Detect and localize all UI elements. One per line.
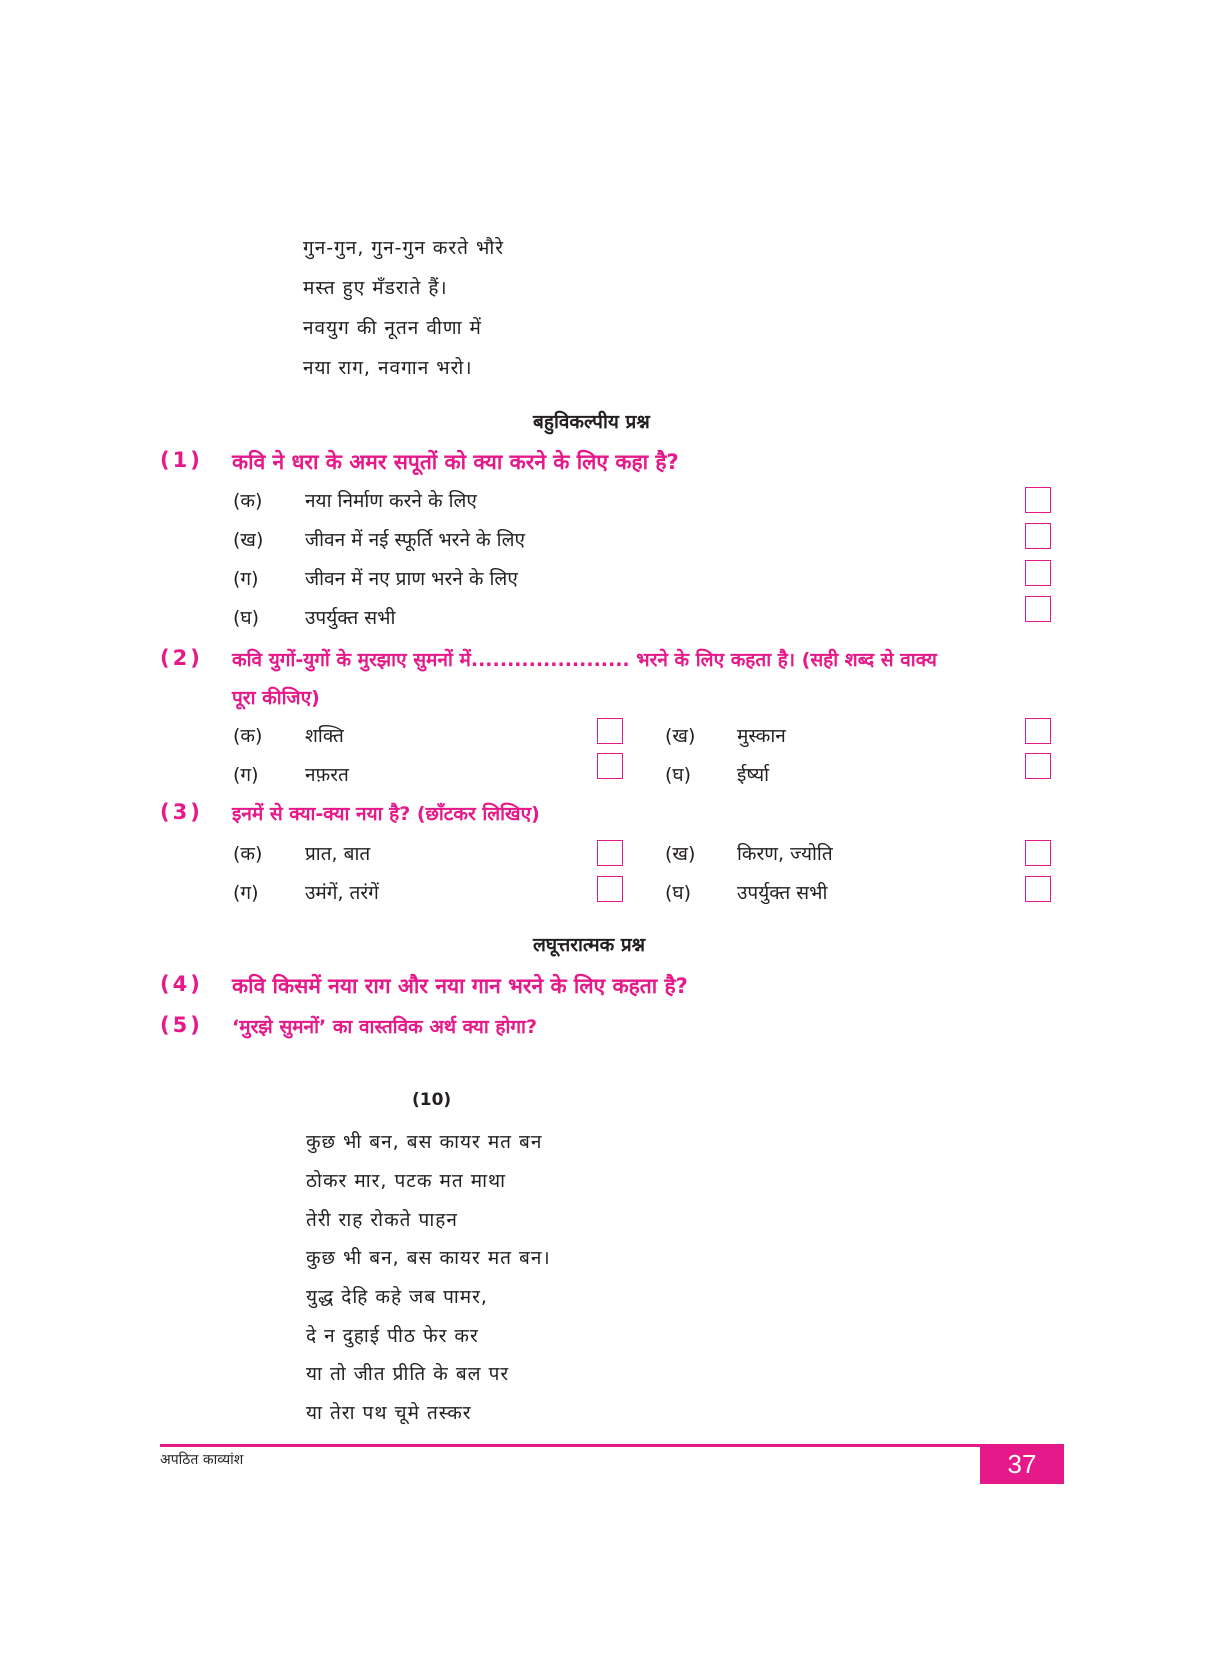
short-answer-section-heading: लघूत्तरात्मक प्रश्न [533,934,646,956]
poem-line: ठोकर मार, पटक मत माथा [306,1170,507,1192]
answer-checkbox[interactable] [1025,596,1051,622]
option-text: जीवन में नई स्फूर्ति भरने के लिए [305,529,525,551]
option-label: (क) [233,843,263,865]
option-label: (घ) [665,764,692,786]
question-number: (1) [160,448,203,472]
option-text: उपर्युक्त सभी [305,607,396,629]
question-number: (5) [160,1013,203,1037]
question-text: ‘मुरझे सुमनों’ का वास्तविक अर्थ क्या होगा? [232,1016,538,1038]
question-text-continued: पूरा कीजिए) [232,687,320,709]
answer-checkbox[interactable] [1025,523,1051,549]
option-text: मुस्कान [737,725,786,747]
answer-checkbox[interactable] [1025,560,1051,586]
answer-checkbox[interactable] [1025,753,1051,779]
question-text: इनमें से क्या-क्या नया है? (छाँटकर लिखिए) [232,803,540,825]
option-text: जीवन में नए प्राण भरने के लिए [305,568,518,590]
option-label: (क) [233,725,263,747]
option-label: (ख) [665,725,696,747]
poem-line: तेरी राह रोकते पाहन [306,1209,458,1231]
answer-checkbox[interactable] [1025,718,1051,744]
answer-checkbox[interactable] [1025,487,1051,513]
option-label: (ख) [665,843,696,865]
footer-rule [160,1444,1064,1447]
option-label: (ग) [233,764,259,786]
question-number: (3) [160,800,203,824]
question-number: (2) [160,646,203,670]
answer-checkbox[interactable] [1025,876,1051,902]
poem-line: गुन-गुन, गुन-गुन करते भौरे [303,237,505,259]
option-text: प्रात, बात [305,843,371,865]
poem-line: नवयुग की नूतन वीणा में [303,317,482,339]
poem-line: दे न दुहाई पीठ फेर कर [306,1325,479,1347]
answer-checkbox[interactable] [597,876,623,902]
answer-checkbox[interactable] [1025,840,1051,866]
poem-number: (10) [412,1090,452,1110]
poem-line: युद्ध देहि कहे जब पामर, [306,1286,488,1308]
question-text: कवि किसमें नया राग और नया गान भरने के लिए कहता है? [232,974,688,998]
option-text: उपर्युक्त सभी [737,882,828,904]
option-text: शक्ति [305,725,344,747]
mcq-section-heading: बहुविकल्पीय प्रश्न [533,411,650,433]
option-text: नफ़रत [305,764,349,786]
option-text: किरण, ज्योति [737,843,833,865]
option-label: (क) [233,490,263,512]
answer-checkbox[interactable] [597,840,623,866]
poem-line: नया राग, नवगान भरो। [303,357,473,379]
question-text: कवि युगों-युगों के मुरझाए सुमनों में...................... भरने के लिए कहता है। (सही शब्द से वाक्य [232,649,937,671]
poem-line: कुछ भी बन, बस कायर मत बन [306,1131,543,1153]
option-label: (ग) [233,568,259,590]
option-label: (ग) [233,882,259,904]
option-text: नया निर्माण करने के लिए [305,490,477,512]
poem-line: कुछ भी बन, बस कायर मत बन। [306,1247,551,1269]
poem-line: या तेरा पथ चूमे तस्कर [306,1402,472,1424]
option-label: (ख) [233,529,264,551]
question-number: (4) [160,972,203,996]
option-label: (घ) [233,607,260,629]
page-number [980,1444,1064,1484]
option-label: (घ) [665,882,692,904]
footer-section-title: अपठित काव्यांश [160,1452,244,1468]
page-number-text: 37 [1007,1448,1037,1479]
answer-checkbox[interactable] [597,718,623,744]
poem-line: या तो जीत प्रीति के बल पर [306,1363,510,1385]
answer-checkbox[interactable] [597,753,623,779]
poem-line: मस्त हुए मँडराते हैं। [303,277,448,299]
option-text: ईर्ष्या [737,764,770,786]
option-text: उमंगें, तरंगें [305,882,379,904]
question-text: कवि ने धरा के अमर सपूतों को क्या करने के लिए कहा है? [232,450,679,474]
